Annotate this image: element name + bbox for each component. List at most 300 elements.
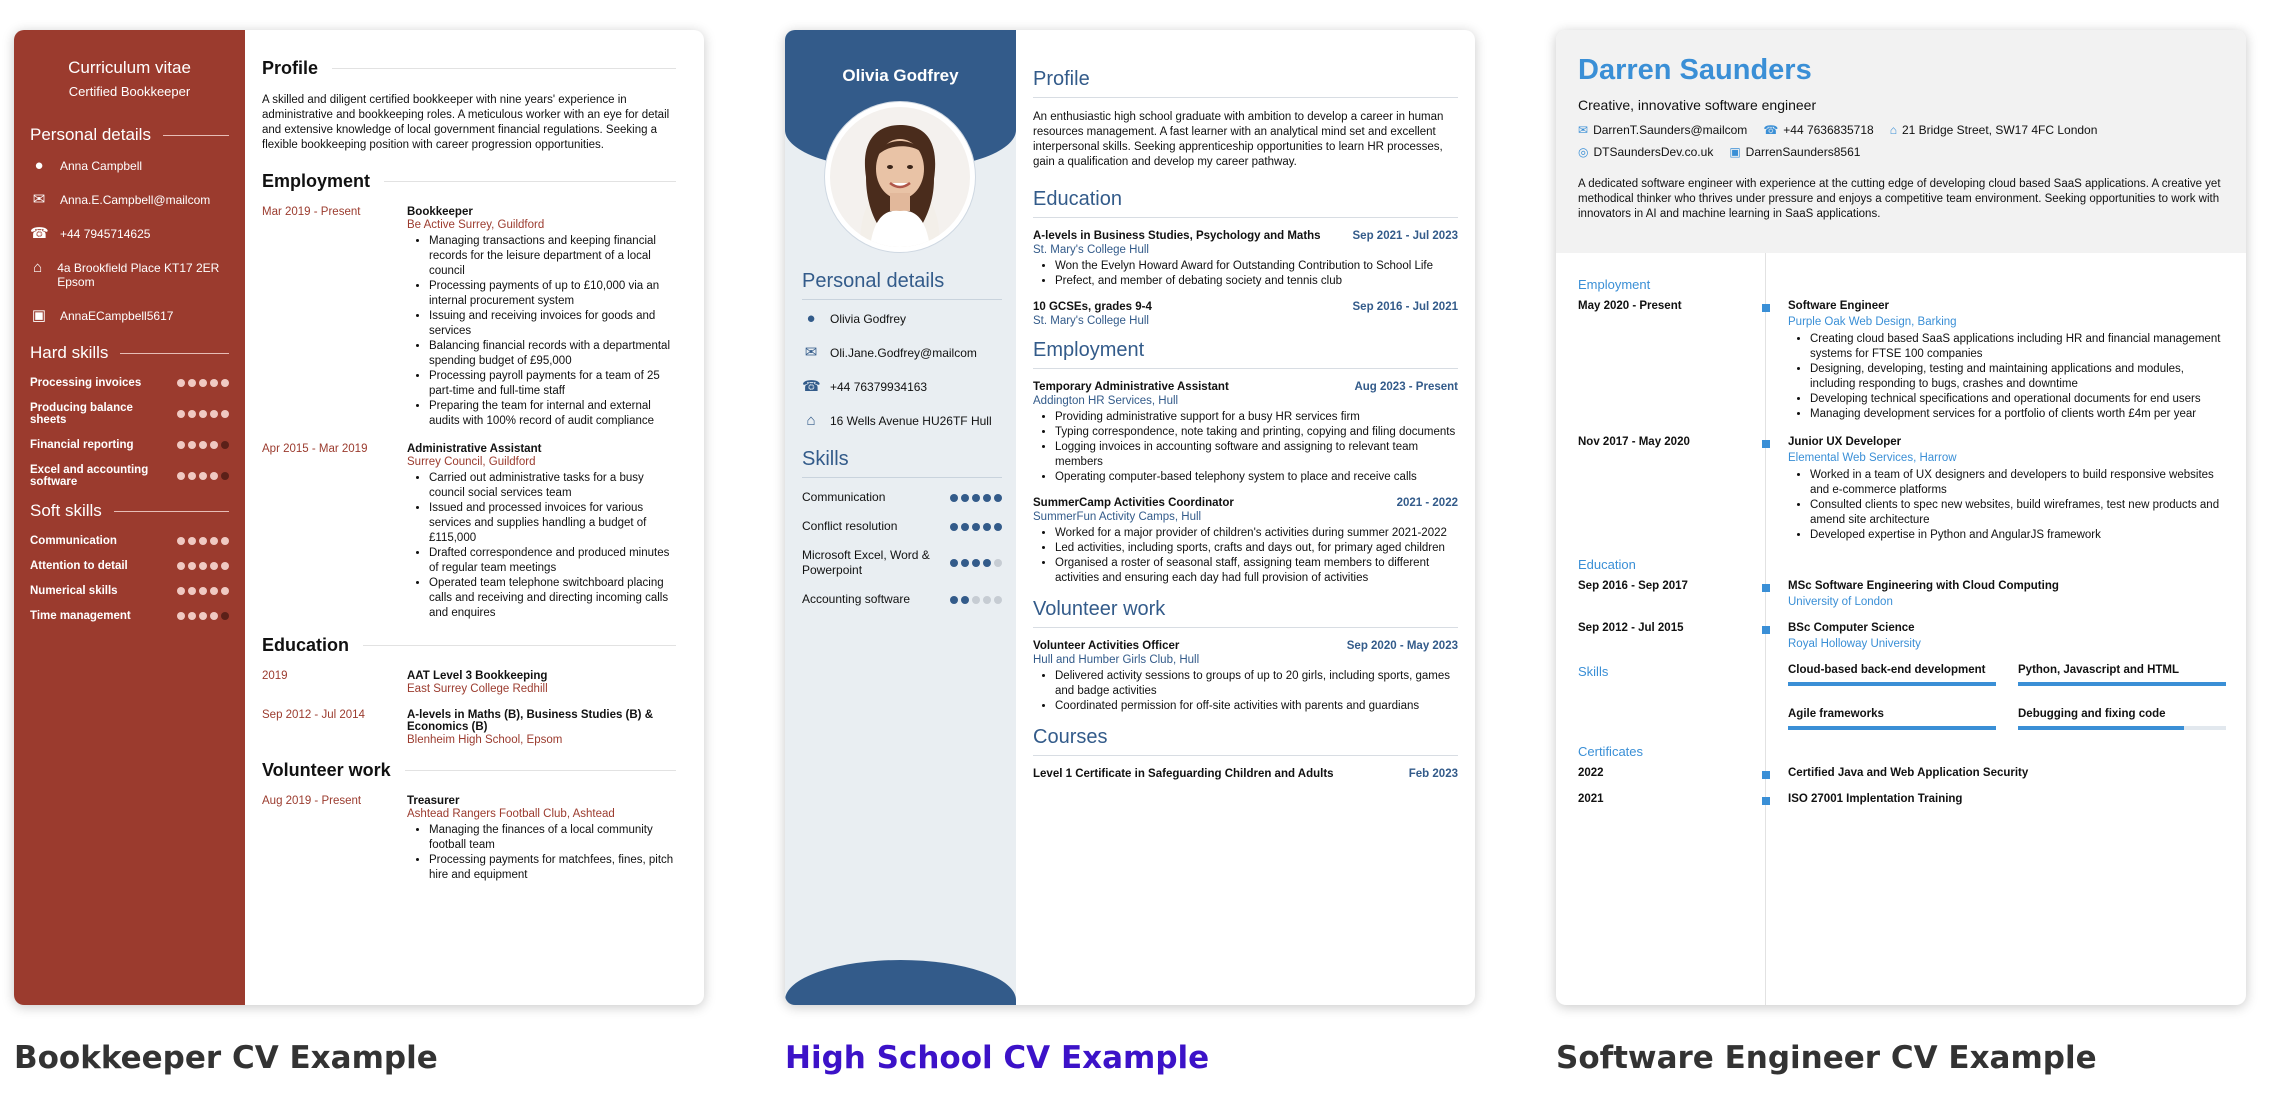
rating-dot bbox=[177, 410, 185, 418]
bullet-item: • Consulted clients to spec new websites, build wireframes, test new products and amend site architecture bbox=[1810, 498, 2224, 528]
entry-body bbox=[1788, 767, 2224, 779]
skill-item bbox=[802, 490, 1002, 505]
timeline-marker bbox=[1762, 440, 1770, 448]
rating-dot bbox=[221, 441, 229, 449]
education-list bbox=[262, 670, 676, 746]
rating-dot bbox=[961, 523, 969, 531]
entry-title: ISO 27001 Implentation Training bbox=[1788, 793, 1963, 805]
personal-heading: Personal details bbox=[30, 125, 229, 145]
rating-dot bbox=[177, 472, 185, 480]
skill-item bbox=[30, 439, 229, 451]
body bbox=[1556, 253, 2246, 819]
bullet-item: • Issued and processed invoices for various services and supplies handling a budget of £115,000 bbox=[429, 501, 676, 546]
entry-date: Sep 2020 - May 2023 bbox=[1346, 640, 1458, 652]
employment-heading: Employment bbox=[262, 171, 676, 192]
entry-date: Feb 2023 bbox=[1408, 768, 1458, 780]
entry bbox=[1033, 768, 1458, 780]
rating-dot bbox=[972, 559, 980, 567]
rating-dot bbox=[188, 472, 196, 480]
entry-body bbox=[1788, 300, 2224, 422]
sidebar bbox=[785, 30, 1016, 1005]
timeline-marker bbox=[1762, 626, 1770, 634]
bullet-item: • Providing administrative support for a busy HR services firm bbox=[1055, 410, 1458, 425]
volunteer-list bbox=[262, 795, 676, 883]
employment-list bbox=[1578, 300, 2224, 543]
rating-dot bbox=[950, 559, 958, 567]
rating-dot bbox=[177, 379, 185, 387]
timeline-marker bbox=[1762, 771, 1770, 779]
skills-list bbox=[802, 490, 1002, 607]
rating-dot bbox=[199, 562, 207, 570]
entry-title: SummerCamp Activities Coordinator bbox=[1033, 497, 1234, 509]
personal-detail-item bbox=[30, 309, 229, 323]
rating-dot bbox=[199, 441, 207, 449]
personal-detail-item bbox=[30, 261, 229, 289]
entry bbox=[262, 709, 676, 746]
skill-label: Processing invoices bbox=[30, 377, 142, 389]
rating-dot bbox=[950, 494, 958, 502]
phone-icon: ☎ bbox=[30, 225, 49, 242]
entry-title: Software Engineer bbox=[1788, 300, 1889, 312]
rating-dot bbox=[188, 441, 196, 449]
soft-skills-heading: Soft skills bbox=[30, 501, 229, 521]
skill-label: Excel and accounting software bbox=[30, 464, 149, 488]
rating-dot bbox=[210, 612, 218, 620]
rating-dot bbox=[210, 537, 218, 545]
skills-grid bbox=[1788, 664, 2226, 730]
entry-header bbox=[1033, 381, 1458, 393]
rating-dot bbox=[188, 537, 196, 545]
rating-dot bbox=[188, 379, 196, 387]
hard-skills-list bbox=[30, 377, 229, 488]
rating-dot bbox=[188, 612, 196, 620]
personal-detail-item bbox=[802, 312, 1002, 326]
entry bbox=[1033, 381, 1458, 485]
sidebar bbox=[14, 30, 245, 1005]
entry-org: Addington HR Services, Hull bbox=[1033, 395, 1179, 407]
entry-title: Administrative Assistant bbox=[407, 443, 542, 455]
envelope-icon: ✉ bbox=[1578, 123, 1589, 137]
personal-detail-item bbox=[802, 414, 1002, 428]
rating-dot bbox=[972, 523, 980, 531]
personal-detail-text: Olivia Godfrey bbox=[830, 312, 907, 326]
bullet-list bbox=[1055, 669, 1458, 714]
entry-body bbox=[1788, 436, 2224, 543]
cv-card-bookkeeper[interactable] bbox=[14, 30, 704, 1005]
bullet-list bbox=[429, 471, 676, 621]
rating-dot bbox=[961, 596, 969, 604]
bullet-item: • Processing payments of up to £10,000 via an internal procurement system bbox=[429, 279, 676, 309]
main-column bbox=[1016, 30, 1475, 792]
entry-org: University of London bbox=[1788, 596, 1893, 608]
entry-date: Sep 2012 - Jul 2015 bbox=[1578, 622, 1684, 634]
skill-label: Time management bbox=[30, 610, 131, 622]
entry-date: 2021 - 2022 bbox=[1396, 497, 1458, 509]
personal-details bbox=[802, 312, 1002, 428]
entry bbox=[262, 795, 676, 883]
certificates-list bbox=[1578, 767, 2224, 805]
entry-date: 2019 bbox=[262, 670, 288, 682]
rating-dot bbox=[961, 559, 969, 567]
volunteer-list bbox=[1033, 640, 1458, 714]
entry-body bbox=[407, 670, 676, 695]
contact-item bbox=[1763, 123, 1873, 137]
summary-text: A dedicated software engineer with experience at the cutting edge of developing cloud based SaaS applications. A creative yet methodical thinker who thrives under pressure and enjoys a competitive team environment. Seeking opportunities to work with innovators in AI and machine learning in SaaS applications. bbox=[1578, 178, 2221, 220]
volunteer-heading: Volunteer work bbox=[1033, 598, 1458, 628]
bullet-item: • Balancing financial records with a departmental spending budget of £95,000 bbox=[429, 339, 676, 369]
skills-heading: Skills bbox=[802, 448, 1002, 478]
personal-heading: Personal details bbox=[802, 270, 1002, 300]
entry-title: MSc Software Engineering with Cloud Computing bbox=[1788, 580, 2059, 592]
entry bbox=[262, 206, 676, 429]
skill-bar bbox=[2018, 726, 2226, 730]
skill-item bbox=[802, 548, 1002, 578]
entry-body bbox=[407, 795, 676, 883]
skill-item bbox=[1788, 708, 1996, 730]
rating-dot bbox=[994, 523, 1002, 531]
entry-title: Volunteer Activities Officer bbox=[1033, 640, 1180, 652]
profile-text: A skilled and diligent certified bookkeeper with nine years' experience in administrative and bookkeeping roles. A meticulous worker with an eye for detail and extensive knowledge of local government financial regulations. Seeking a flexible bookkeeping position with career progression opportunities. bbox=[262, 94, 670, 151]
rating-dot bbox=[177, 587, 185, 595]
entry bbox=[262, 670, 676, 695]
entry-org: Purple Oak Web Design, Barking bbox=[1788, 316, 1957, 328]
skill-item bbox=[2018, 708, 2226, 730]
soft-skills-list bbox=[30, 535, 229, 622]
bullet-item: • Preparing the team for internal and external audits with 100% record of audit compliance bbox=[429, 399, 676, 429]
skill-item bbox=[30, 464, 229, 488]
entry-date: Aug 2019 - Present bbox=[262, 795, 362, 807]
personal-detail-text: +44 7945714625 bbox=[60, 227, 151, 241]
linkedin-icon: ▣ bbox=[31, 307, 47, 324]
personal-detail-item bbox=[30, 227, 229, 241]
personal-detail-text: Oli.Jane.Godfrey@mailcom bbox=[830, 346, 977, 360]
entry-date: 2022 bbox=[1578, 767, 1604, 779]
person-icon: ● bbox=[806, 310, 816, 327]
rating-dot bbox=[177, 562, 185, 570]
rating-dot bbox=[983, 494, 991, 502]
skill-item bbox=[30, 560, 229, 572]
courses-list bbox=[1033, 768, 1458, 780]
employment-heading: Employment bbox=[1033, 339, 1458, 369]
entry-title: Level 1 Certificate in Safeguarding Children and Adults bbox=[1033, 768, 1334, 780]
bullet-item: • Managing the finances of a local community football team bbox=[429, 823, 676, 853]
skill-rating bbox=[950, 523, 1002, 531]
skill-bar-fill bbox=[1788, 726, 1996, 730]
bullet-item: • Delivered activity sessions to groups of up to 20 girls, including sports, games and badge activities bbox=[1055, 669, 1458, 699]
contact-text: 21 Bridge Street, SW17 4FC London bbox=[1901, 123, 2098, 137]
rating-dot bbox=[221, 472, 229, 480]
sidebar-content bbox=[802, 270, 1002, 621]
bullet-item: • Coordinated permission for off-site activities with parents and guardians bbox=[1055, 699, 1458, 714]
bullet-item: • Organised a roster of seasonal staff, assigning team members to different activities and ensuring each day had full provision of activities bbox=[1055, 556, 1458, 586]
bullet-list bbox=[1810, 332, 2224, 422]
contact-text: +44 7636835718 bbox=[1783, 123, 1874, 137]
envelope-icon: ✉ bbox=[32, 191, 46, 208]
cv-card-high-school[interactable] bbox=[785, 30, 1475, 1005]
entry bbox=[1578, 767, 2224, 779]
skill-label: Cloud-based back-end development bbox=[1788, 664, 1986, 676]
bullet-item: • Carried out administrative tasks for a busy council social services team bbox=[429, 471, 676, 501]
rating-dot bbox=[961, 494, 969, 502]
entry-org: Elemental Web Services, Harrow bbox=[1788, 452, 1957, 464]
rating-dot bbox=[221, 410, 229, 418]
bullet-item: • Issuing and receiving invoices for goods and services bbox=[429, 309, 676, 339]
contact-item bbox=[1578, 145, 1713, 159]
entry-title: Bookkeeper bbox=[407, 206, 473, 218]
entry-date: 2021 bbox=[1578, 793, 1604, 805]
education-heading: Education bbox=[1033, 188, 1458, 218]
employment-heading: Employment bbox=[1578, 277, 1651, 292]
entry bbox=[1578, 300, 2224, 422]
bullet-item: • Drafted correspondence and produced minutes of regular team meetings bbox=[429, 546, 676, 576]
skill-label: Conflict resolution bbox=[802, 519, 898, 533]
skill-rating bbox=[177, 587, 229, 595]
courses-heading: Courses bbox=[1033, 726, 1458, 756]
entry-title: A-levels in Maths (B), Business Studies (B) & Economics (B) bbox=[407, 709, 654, 733]
bullet-item: • Prefect, and member of debating society and tennis club bbox=[1055, 274, 1458, 289]
entry-date: Sep 2021 - Jul 2023 bbox=[1352, 230, 1458, 242]
entry-title: Junior UX Developer bbox=[1788, 436, 1902, 448]
rating-dot bbox=[994, 494, 1002, 502]
skill-label: Producing balance sheets bbox=[30, 402, 133, 426]
bullet-item: • Logging invoices in accounting software and assigning to relevant team members bbox=[1055, 440, 1458, 470]
skill-label: Python, Javascript and HTML bbox=[2018, 664, 2180, 676]
entry-body bbox=[407, 206, 676, 429]
rating-dot bbox=[188, 587, 196, 595]
bullet-item: • Processing payroll payments for a team of 25 part-time and full-time staff bbox=[429, 369, 676, 399]
skill-bar bbox=[1788, 726, 1996, 730]
education-heading: Education bbox=[262, 635, 676, 656]
skill-label: Agile frameworks bbox=[1788, 708, 1884, 720]
cv-subtitle: Certified Bookkeeper bbox=[68, 84, 191, 99]
home-icon: ⌂ bbox=[33, 259, 43, 276]
rating-dot bbox=[199, 410, 207, 418]
header bbox=[1556, 30, 2246, 253]
rating-dot bbox=[972, 596, 980, 604]
bullet-list bbox=[1810, 468, 2224, 543]
skill-label: Communication bbox=[30, 535, 117, 547]
entry-org: Ashtead Rangers Football Club, Ashtead bbox=[407, 808, 615, 820]
contact-text: DarrenSaunders8561 bbox=[1745, 145, 1861, 159]
education-list bbox=[1578, 580, 2224, 650]
rating-dot bbox=[177, 612, 185, 620]
skill-rating bbox=[177, 537, 229, 545]
cv-title: Curriculum vitae bbox=[68, 58, 191, 77]
skill-item bbox=[30, 377, 229, 389]
rating-dot bbox=[177, 537, 185, 545]
entry-date: Sep 2016 - Jul 2021 bbox=[1352, 301, 1458, 313]
skill-item bbox=[802, 519, 1002, 534]
skill-bar bbox=[2018, 682, 2226, 686]
skill-item bbox=[802, 592, 1002, 607]
entry-body bbox=[1788, 793, 2224, 805]
entry-header bbox=[1033, 301, 1458, 313]
bullet-item: • Managing transactions and keeping financial records for the leisure department of a local council bbox=[429, 234, 676, 279]
rating-dot bbox=[199, 379, 207, 387]
bullet-list bbox=[429, 823, 676, 883]
hard-skills-heading: Hard skills bbox=[30, 343, 229, 363]
entry-title: 10 GCSEs, grades 9-4 bbox=[1033, 301, 1152, 313]
entry-date: Apr 2015 - Mar 2019 bbox=[262, 443, 368, 455]
employment-list bbox=[1033, 381, 1458, 586]
rating-dot bbox=[188, 562, 196, 570]
entry-org: Royal Holloway University bbox=[1788, 638, 1921, 650]
main-column bbox=[245, 30, 704, 897]
skill-rating bbox=[177, 441, 229, 449]
entry-org: Hull and Humber Girls Club, Hull bbox=[1033, 654, 1200, 666]
rating-dot bbox=[994, 559, 1002, 567]
entry-org: SummerFun Activity Camps, Hull bbox=[1033, 511, 1202, 523]
bullet-list bbox=[1055, 259, 1458, 289]
caption-link[interactable]: Software Engineer CV Example bbox=[1556, 1040, 2097, 1076]
entry bbox=[1033, 497, 1458, 586]
cv-name: Darren Saunders bbox=[1578, 54, 1812, 86]
skill-label: Debugging and fixing code bbox=[2018, 708, 2166, 720]
skill-label: Communication bbox=[802, 490, 886, 504]
entry-date: May 2020 - Present bbox=[1578, 300, 1682, 312]
profile-photo bbox=[825, 102, 975, 252]
skill-rating bbox=[177, 612, 229, 620]
personal-detail-item bbox=[30, 193, 229, 207]
entry-title: Treasurer bbox=[407, 795, 460, 807]
caption-link[interactable]: Bookkeeper CV Example bbox=[14, 1040, 438, 1076]
skills-section bbox=[1578, 664, 2224, 730]
rating-dot bbox=[199, 612, 207, 620]
entry-org: St. Mary's College Hull bbox=[1033, 315, 1149, 327]
skill-rating bbox=[950, 596, 1002, 604]
personal-detail-text: Anna.E.Campbell@mailcom bbox=[60, 193, 211, 207]
linkedin-icon: ▣ bbox=[1729, 145, 1741, 159]
timeline-marker bbox=[1762, 584, 1770, 592]
cv-role: Creative, innovative software engineer bbox=[1578, 97, 1817, 113]
contact-item bbox=[1890, 123, 2098, 137]
contact-text: DarrenT.Saunders@mailcom bbox=[1593, 123, 1748, 137]
rating-dot bbox=[221, 562, 229, 570]
caption-link[interactable]: High School CV Example bbox=[785, 1040, 1210, 1076]
entry-org: East Surrey College Redhill bbox=[407, 683, 548, 695]
bullet-item: • Worked for a major provider of children's activities during summer 2021-2022 bbox=[1055, 526, 1458, 541]
personal-detail-text: AnnaECampbell5617 bbox=[60, 309, 174, 323]
bullet-item: • Operated team telephone switchboard placing calls and receiving and directing incoming calls and enquires bbox=[429, 576, 676, 621]
rating-dot bbox=[221, 537, 229, 545]
rating-dot bbox=[221, 612, 229, 620]
envelope-icon: ✉ bbox=[804, 344, 818, 361]
rating-dot bbox=[983, 559, 991, 567]
bullet-list bbox=[1055, 526, 1458, 586]
profile-heading: Profile bbox=[262, 58, 676, 79]
entry bbox=[1578, 793, 2224, 805]
entry-header bbox=[1033, 640, 1458, 652]
timeline-marker bbox=[1762, 304, 1770, 312]
contact-text: DTSaundersDev.co.uk bbox=[1593, 145, 1714, 159]
entry-date: Nov 2017 - May 2020 bbox=[1578, 436, 1690, 448]
skill-item bbox=[2018, 664, 2226, 686]
entry-body bbox=[1788, 622, 2224, 650]
rating-dot bbox=[210, 472, 218, 480]
entry bbox=[262, 443, 676, 621]
personal-detail-text: Anna Campbell bbox=[60, 159, 143, 173]
volunteer-heading: Volunteer work bbox=[262, 760, 676, 781]
phone-icon: ☎ bbox=[1763, 123, 1779, 137]
skill-bar-fill bbox=[2018, 682, 2226, 686]
entry bbox=[1578, 436, 2224, 543]
entry bbox=[1033, 640, 1458, 714]
personal-detail-item bbox=[802, 346, 1002, 360]
rating-dot bbox=[177, 441, 185, 449]
skill-rating bbox=[950, 559, 1002, 567]
entry-title: BSc Computer Science bbox=[1788, 622, 1915, 634]
bullet-list bbox=[1055, 410, 1458, 485]
person-icon: ● bbox=[34, 157, 44, 174]
entry-header bbox=[1033, 230, 1458, 242]
personal-detail-item bbox=[802, 380, 1002, 394]
cv-name: Olivia Godfrey bbox=[842, 66, 959, 85]
entry-date: Sep 2016 - Sep 2017 bbox=[1578, 580, 1688, 592]
skill-item bbox=[30, 585, 229, 597]
entry-org: Surrey Council, Guildford bbox=[407, 456, 536, 468]
skills-heading: Skills bbox=[1578, 664, 1609, 679]
employment-list bbox=[262, 206, 676, 621]
skill-label: Numerical skills bbox=[30, 585, 118, 597]
bullet-item: • Managing development services for a portfolio of clients worth £4m per year bbox=[1810, 407, 2224, 422]
bullet-list bbox=[429, 234, 676, 429]
skill-label: Financial reporting bbox=[30, 439, 134, 451]
globe-icon: ◎ bbox=[1578, 145, 1589, 159]
entry-title: Temporary Administrative Assistant bbox=[1033, 381, 1229, 393]
skill-label: Accounting software bbox=[802, 592, 911, 606]
entry-title: Certified Java and Web Application Security bbox=[1788, 767, 2029, 779]
entry-body bbox=[407, 709, 676, 746]
entry-date: Mar 2019 - Present bbox=[262, 206, 361, 218]
rating-dot bbox=[983, 596, 991, 604]
footer-band bbox=[785, 960, 1016, 1005]
skill-bar-fill bbox=[2018, 726, 2184, 730]
bullet-item: • Operating computer-based telephony system to place and receive calls bbox=[1055, 470, 1458, 485]
rating-dot bbox=[950, 596, 958, 604]
skill-bar bbox=[1788, 682, 1996, 686]
personal-detail-text: 16 Wells Avenue HU26TF Hull bbox=[830, 414, 992, 428]
skill-rating bbox=[177, 472, 229, 480]
entry-body bbox=[407, 443, 676, 621]
entry-header bbox=[1033, 768, 1458, 780]
cv-card-software-engineer[interactable] bbox=[1556, 30, 2246, 1005]
rating-dot bbox=[210, 441, 218, 449]
entry-title: A-levels in Business Studies, Psychology and Maths bbox=[1033, 230, 1321, 242]
rating-dot bbox=[199, 587, 207, 595]
entry bbox=[1578, 580, 2224, 608]
entry-date: Aug 2023 - Present bbox=[1354, 381, 1458, 393]
entry-org: Blenheim High School, Epsom bbox=[407, 734, 563, 746]
education-list bbox=[1033, 230, 1458, 327]
entry bbox=[1033, 230, 1458, 289]
bullet-item: • Led activities, including sports, crafts and days out, for primary aged children bbox=[1055, 541, 1458, 556]
entry-org: Be Active Surrey, Guildford bbox=[407, 219, 545, 231]
education-heading: Education bbox=[1578, 557, 1636, 572]
entry bbox=[1578, 622, 2224, 650]
skill-rating bbox=[177, 410, 229, 418]
entry-header bbox=[1033, 497, 1458, 509]
personal-detail-item bbox=[30, 159, 229, 173]
rating-dot bbox=[972, 494, 980, 502]
contact-item bbox=[1729, 145, 1860, 159]
contact-list bbox=[1578, 123, 2218, 159]
entry-date: Sep 2012 - Jul 2014 bbox=[262, 709, 365, 721]
profile-heading: Profile bbox=[1033, 68, 1458, 98]
entry-title: AAT Level 3 Bookkeeping bbox=[407, 670, 548, 682]
skill-item bbox=[30, 402, 229, 426]
home-icon: ⌂ bbox=[806, 412, 816, 429]
personal-detail-text: 4a Brookfield Place KT17 2ER Epsom bbox=[57, 261, 220, 289]
